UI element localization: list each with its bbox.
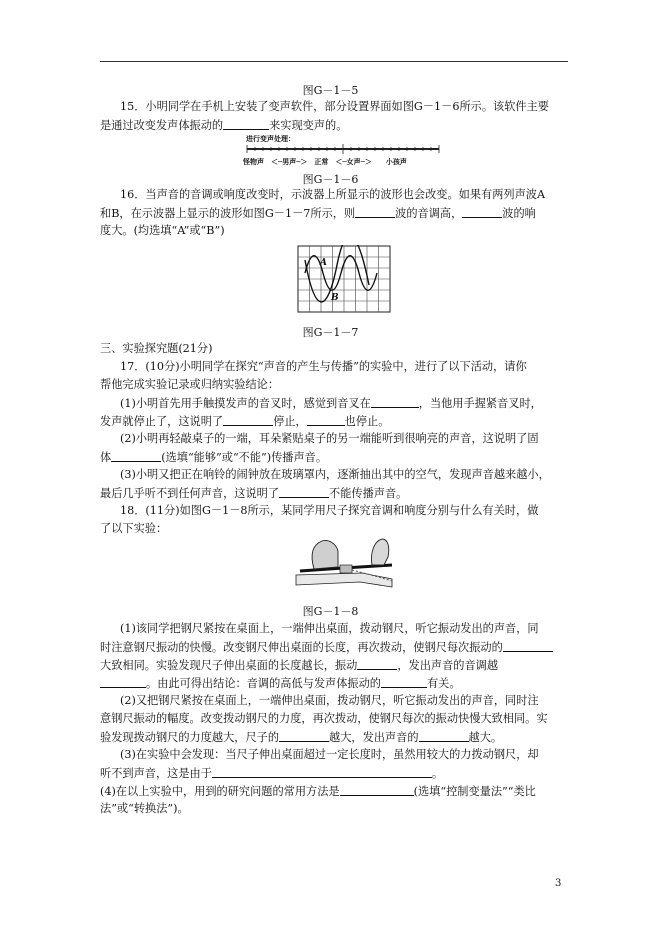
q18-line-9 [100, 730, 570, 745]
q18-line-6 [100, 676, 570, 691]
caption-fig-6: 图G－1－6 [302, 173, 359, 186]
q17-text-f1: 体 [100, 451, 112, 464]
q17-line-4 [100, 414, 570, 429]
q18-blank-3 [100, 676, 146, 688]
q18-blank-1 [503, 640, 553, 652]
q17-text-d1: 发声就停止了，这说明了 [100, 415, 224, 428]
q18-line-11 [100, 766, 570, 781]
q17-text-f2: (选填“能够”或“不能”)传播声音。 [161, 451, 328, 464]
q16-line-3: 度大。(均选填“A”或“B”) [100, 224, 225, 237]
q18-blank-5 [279, 730, 329, 742]
q18-line-4 [100, 640, 570, 655]
q16-text-2: 波的音调高， [395, 207, 463, 220]
q18-text-d1: 时注意钢尺振动的快慢。改变钢尺伸出桌面的长度，再次拨动，使钢尺每次振动的 [100, 641, 503, 654]
q18-line-8: 意钢尺振动的幅度。改变拨动钢尺的力度，再次拨动，使钢尺每次的振动快慢大致相同。实 [100, 712, 548, 725]
q18-text-i3: 越大。 [468, 731, 503, 744]
q18-text-i2: 越大，发出声音的 [329, 731, 419, 744]
q17-blank-3 [307, 414, 345, 426]
q17-blank-2 [223, 414, 273, 426]
q18-line-1: 18．(11分)如图G－1－8所示，某同学用尺子探究音调和响度分别与什么有关时，做 [120, 504, 539, 517]
oscilloscope-waveform [297, 245, 392, 315]
wave-a-label: A [320, 258, 327, 268]
hand-press-icon [312, 540, 338, 569]
q18-text-k2: 。 [431, 767, 444, 780]
q18-text-l2: (选填“控制变量法”“类比 [413, 785, 536, 798]
section-heading: 三、实验探究题(21分) [100, 342, 213, 355]
q15-text-1: 是通过改变发声体振动的 [100, 119, 224, 132]
q15-blank [223, 118, 269, 130]
q18-blank-8 [340, 784, 414, 796]
caption-fig-7: 图G－1－7 [302, 326, 359, 339]
caption-fig-8: 图G－1－8 [302, 605, 359, 618]
q18-line-12 [100, 784, 570, 799]
q15-line-2 [100, 118, 570, 133]
page-number: 3 [555, 878, 562, 889]
q18-line-7: (2)又把钢尺紧按在桌面上，一端伸出桌面，拨动钢尺，听它振动发出的声音，同时注 [120, 694, 539, 707]
q17-line-3 [120, 396, 590, 411]
q18-text-k1: 听不到声音，这是由于 [100, 767, 212, 780]
q17-line-8 [100, 486, 570, 501]
q17-line-5: (2)小明再轻敲桌子的一端，耳朵紧贴桌子的另一端能听到很响亮的声音，这说明了固 [120, 432, 539, 445]
table-edge [296, 573, 392, 587]
q18-text-i1: 验发现拨动钢尺的力度越大，尺子的 [100, 731, 280, 744]
q17-text-d2: 停止， [273, 415, 307, 428]
q16-text-3: 波的响 [502, 207, 536, 220]
voice-changer-slider [243, 134, 443, 172]
q15-line-1: 15．小明同学在手机上安装了变声软件，部分设置界面如图G－1－6所示。该软件主要 [120, 100, 549, 113]
ruler-experiment-figure [292, 535, 402, 597]
q18-text-f2: 。由此可得出结论：音调的高低与发声体振动的 [146, 677, 381, 690]
q17-text-h1: 最后几乎听不到任何声音，这说明了 [100, 487, 280, 500]
q17-text-c1: (1)小明首先用手触摸发声的音叉时，感觉到音叉在 [120, 397, 371, 410]
q17-text-d3: 也停止。 [344, 415, 390, 428]
q17-blank-4 [111, 450, 161, 462]
wave-b-label: B [331, 293, 339, 303]
q17-text-c2: ，当他用手握紧音叉时， [418, 397, 542, 410]
q18-blank-7 [212, 766, 432, 778]
q17-line-2: 帮他完成实验记录或归纳实验结论： [100, 378, 280, 391]
q16-line-2 [100, 206, 570, 221]
block-icon [340, 565, 352, 573]
q16-blank-2 [462, 206, 502, 218]
header-rule [100, 61, 568, 62]
hand-pluck-icon [371, 539, 388, 565]
q17-line-6 [100, 450, 570, 465]
q17-line-7: (3)小明又把正在响铃的闹钟放在玻璃罩内，逐渐抽出其中的空气，发现声音越来越小， [120, 468, 550, 481]
q18-line-10: (3)在实验中会发现：当尺子伸出桌面超过一定长度时，虽然用较大的力拨动钢尺，却 [120, 748, 539, 761]
q18-blank-2 [357, 658, 397, 670]
slider-labels: 怪物声 ＜─男声─＞ 正常 ＜─女声─＞ 小孩声 [243, 157, 407, 166]
q17-text-h2: 不能传播声音。 [329, 487, 408, 500]
q16-blank-1 [355, 206, 395, 218]
q16-line-1: 16．当声音的音调或响度改变时，示波器上所显示的波形也会改变。如果有两列声波A [120, 188, 546, 201]
q16-text-1: 和B，在示波器上显示的波形如图G－1－7所示，则 [100, 207, 356, 220]
caption-fig-5: 图G－1－5 [302, 84, 359, 97]
q18-text-l1: (4)在以上实验中，用到的研究问题的常用方法是 [100, 785, 340, 798]
q18-text-e1: 大致相同。实验发现尺子伸出桌面的长度越长，振动 [100, 659, 358, 672]
q18-blank-6 [419, 730, 469, 742]
q17-blank-5 [279, 486, 329, 498]
q15-text-2: 来实现变声的。 [269, 119, 348, 132]
q18-text-f3: 有关。 [426, 677, 461, 690]
q18-line-3: (1)该同学把钢尺紧按在桌面上，一端伸出桌面，拨动钢尺，听它振动发出的声音，同 [120, 622, 539, 635]
q18-text-e2: ，发出声音的音调越 [397, 659, 499, 672]
q18-line-13: 法”或“转换法”)。 [100, 802, 189, 815]
q17-line-1: 17．(10分)小明同学在探究“声音的产生与传播”的实验中，进行了以下活动，请你 [120, 360, 527, 373]
q18-blank-4 [381, 676, 427, 688]
slider-title: 进行变声处理： [246, 134, 295, 143]
q17-blank-1 [371, 396, 419, 408]
q18-line-2: 了以下实验： [100, 522, 168, 535]
q18-line-5 [100, 658, 570, 673]
